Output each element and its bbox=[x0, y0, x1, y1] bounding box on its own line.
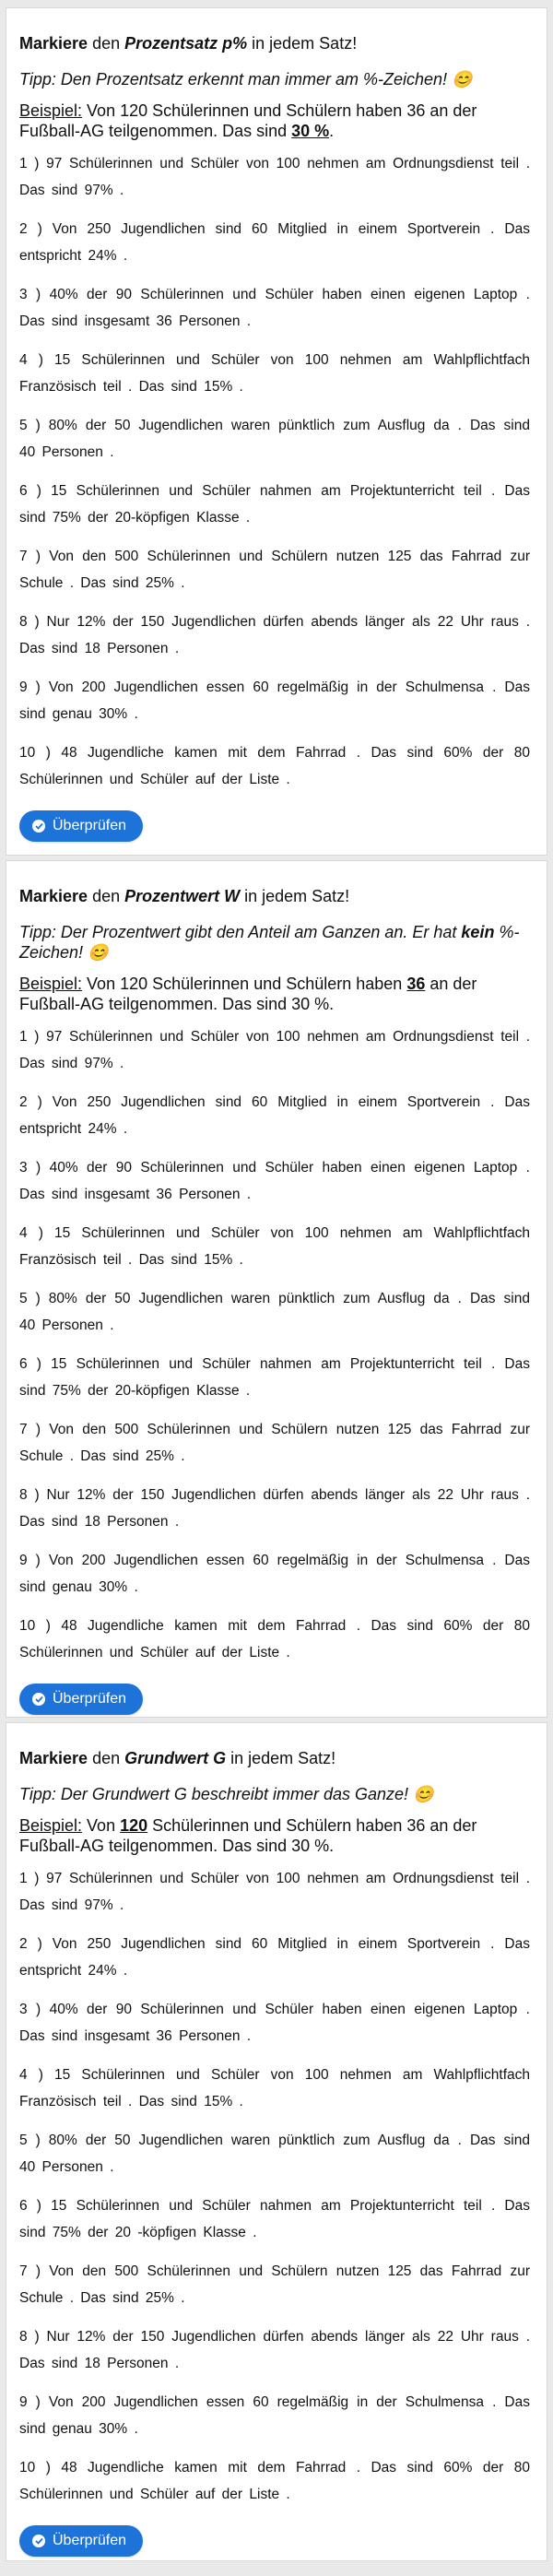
check-button[interactable] bbox=[19, 2525, 143, 2557]
sentence-item[interactable]: 7 ) Von den 500 Schülerinnen und Schülern nutzen 125 das Fahrrad zur Schule . Das sind 25% . bbox=[19, 1422, 530, 1464]
sentence-item[interactable]: 4 ) 15 Schülerinnen und Schüler von 100 nehmen am Wahlpflichtfach Französisch teil . Das sind 15% . bbox=[19, 2067, 530, 2109]
title-tail: in jedem Satz! bbox=[247, 34, 358, 53]
title-lead: Markiere bbox=[19, 34, 88, 53]
sentence-item[interactable]: 1 ) 97 Schülerinnen und Schüler von 100 nehmen am Ordnungsdienst teil . Das sind 97% . bbox=[19, 1871, 530, 1913]
title-term: Prozentsatz p% bbox=[124, 34, 248, 53]
sentence-item[interactable]: 6 ) 15 Schülerinnen und Schüler nahmen am Projektunterricht teil . Das sind 75% der 20 -köpfigen Klasse . bbox=[19, 2198, 530, 2240]
check-button-label: Überprüfen bbox=[53, 1691, 127, 1707]
sentence-item[interactable]: 9 ) Von 200 Jugendlichen essen 60 regelmäßig in der Schulmensa . Das sind genau 30% . bbox=[19, 679, 530, 722]
example-pre: Von 120 Schülerinnen und Schülern haben 36 an der Fußball-AG teilgenommen. Das sind bbox=[19, 101, 477, 140]
sentence-item[interactable]: 5 ) 80% der 50 Jugendlichen waren pünktlich zum Ausflug da . Das sind 40 Personen . bbox=[19, 2133, 530, 2175]
sentence-item[interactable]: 10 ) 48 Jugendliche kamen mit dem Fahrrad . Das sind 60% der 80 Schülerinnen und Schüler auf der Liste . bbox=[19, 745, 530, 787]
check-button-label: Überprüfen bbox=[53, 818, 127, 833]
exercise-title bbox=[19, 885, 530, 907]
sentence-item[interactable]: 4 ) 15 Schülerinnen und Schüler von 100 nehmen am Wahlpflichtfach Französisch teil . Das sind 15% . bbox=[19, 1225, 530, 1268]
sentence-item[interactable]: 6 ) 15 Schülerinnen und Schüler nahmen am Projektunterricht teil . Das sind 75% der 20-köpfigen Klasse . bbox=[19, 1356, 530, 1399]
title-lead: Markiere bbox=[19, 887, 88, 905]
sentence-item[interactable]: 8 ) Nur 12% der 150 Jugendlichen dürfen abends länger als 22 Uhr raus . Das sind 18 Personen . bbox=[19, 1487, 530, 1530]
sentence-item[interactable]: 10 ) 48 Jugendliche kamen mit dem Fahrrad . Das sind 60% der 80 Schülerinnen und Schüler auf der Liste . bbox=[19, 1618, 530, 1660]
sentence-item[interactable]: 1 ) 97 Schülerinnen und Schüler von 100 nehmen am Ordnungsdienst teil . Das sind 97% . bbox=[19, 156, 530, 198]
example-post: Schülerinnen und Schülern haben 36 an der Fußball-AG teilgenommen. Das sind 30 %. bbox=[19, 1816, 477, 1855]
sentence-list bbox=[19, 1865, 530, 2508]
example-label: Beispiel: bbox=[19, 101, 83, 120]
sentence-item[interactable]: 8 ) Nur 12% der 150 Jugendlichen dürfen abends länger als 22 Uhr raus . Das sind 18 Personen . bbox=[19, 2329, 530, 2371]
title-lead: Markiere bbox=[19, 1749, 88, 1767]
check-button[interactable] bbox=[19, 1684, 143, 1715]
tip-text: Tipp: Der Grundwert G beschreibt immer das Ganze! 😊 bbox=[19, 1785, 434, 1803]
example-label: Beispiel: bbox=[19, 1816, 83, 1835]
tip-text: Tipp: Den Prozentsatz erkennt man immer am %-Zeichen! 😊 bbox=[19, 70, 473, 89]
example-pre: Von bbox=[82, 1816, 121, 1835]
exercise-panel-prozentwert bbox=[6, 860, 547, 1718]
example-highlight: 120 bbox=[120, 1816, 148, 1835]
example-highlight: 30 % bbox=[291, 122, 330, 140]
exercise-panel-grundwert bbox=[6, 1722, 547, 2561]
sentence-item[interactable]: 3 ) 40% der 90 Schülerinnen und Schüler haben einen eigenen Laptop . Das sind insgesamt 36 Personen . bbox=[19, 2002, 530, 2044]
sentence-item[interactable]: 2 ) Von 250 Jugendlichen sind 60 Mitglied in einem Sportverein . Das entspricht 24% . bbox=[19, 1936, 530, 1979]
example-text bbox=[19, 100, 530, 141]
sentence-item[interactable]: 2 ) Von 250 Jugendlichen sind 60 Mitglied in einem Sportverein . Das entspricht 24% . bbox=[19, 1094, 530, 1137]
sentence-item[interactable]: 8 ) Nur 12% der 150 Jugendlichen dürfen abends länger als 22 Uhr raus . Das sind 18 Personen . bbox=[19, 614, 530, 656]
title-term: Grundwert G bbox=[124, 1749, 227, 1767]
sentence-item[interactable]: 4 ) 15 Schülerinnen und Schüler von 100 nehmen am Wahlpflichtfach Französisch teil . Das sind 15% . bbox=[19, 352, 530, 395]
exercise-title bbox=[19, 1747, 530, 1769]
sentence-list bbox=[19, 150, 530, 793]
example-highlight: 36 bbox=[406, 975, 426, 993]
check-button[interactable] bbox=[19, 810, 143, 842]
sentence-item[interactable]: 10 ) 48 Jugendliche kamen mit dem Fahrrad . Das sind 60% der 80 Schülerinnen und Schüler auf der Liste . bbox=[19, 2460, 530, 2502]
tip-post: %-Zeichen! 😊 bbox=[19, 923, 520, 962]
sentence-item[interactable]: 9 ) Von 200 Jugendlichen essen 60 regelmäßig in der Schulmensa . Das sind genau 30% . bbox=[19, 1553, 530, 1595]
sentence-item[interactable]: 5 ) 80% der 50 Jugendlichen waren pünktlich zum Ausflug da . Das sind 40 Personen . bbox=[19, 1291, 530, 1333]
example-post: an der Fußball-AG teilgenommen. Das sind 30 %. bbox=[19, 975, 477, 1013]
tip-text bbox=[19, 922, 530, 963]
example-post: . bbox=[329, 122, 335, 140]
sentence-item[interactable]: 3 ) 40% der 90 Schülerinnen und Schüler haben einen eigenen Laptop . Das sind insgesamt 36 Personen . bbox=[19, 287, 530, 329]
sentence-item[interactable]: 1 ) 97 Schülerinnen und Schüler von 100 nehmen am Ordnungsdienst teil . Das sind 97% . bbox=[19, 1029, 530, 1071]
exercise-title bbox=[19, 32, 530, 54]
check-button-label: Überprüfen bbox=[53, 2533, 127, 2548]
example-text bbox=[19, 974, 530, 1014]
tip-pre: Tipp: Der Prozentwert gibt den Anteil am Ganzen an. Er hat bbox=[19, 923, 462, 941]
title-term: Prozentwert W bbox=[124, 887, 241, 905]
sentence-item[interactable]: 7 ) Von den 500 Schülerinnen und Schülern nutzen 125 das Fahrrad zur Schule . Das sind 25% . bbox=[19, 549, 530, 591]
check-circle-icon bbox=[32, 2535, 45, 2547]
sentence-item[interactable]: 9 ) Von 200 Jugendlichen essen 60 regelmäßig in der Schulmensa . Das sind genau 30% . bbox=[19, 2394, 530, 2437]
title-tail: in jedem Satz! bbox=[226, 1749, 336, 1767]
sentence-item[interactable]: 7 ) Von den 500 Schülerinnen und Schülern nutzen 125 das Fahrrad zur Schule . Das sind 25% . bbox=[19, 2263, 530, 2306]
check-circle-icon bbox=[32, 1693, 45, 1706]
sentence-item[interactable]: 2 ) Von 250 Jugendlichen sind 60 Mitglied in einem Sportverein . Das entspricht 24% . bbox=[19, 221, 530, 264]
sentence-item[interactable]: 3 ) 40% der 90 Schülerinnen und Schüler haben einen eigenen Laptop . Das sind insgesamt 36 Personen . bbox=[19, 1160, 530, 1202]
title-mid: den bbox=[88, 887, 125, 905]
tip-bold: kein bbox=[461, 923, 495, 941]
exercise-panel-prozentsatz bbox=[6, 7, 547, 856]
example-label: Beispiel: bbox=[19, 975, 83, 993]
example-text bbox=[19, 1815, 530, 1856]
title-tail: in jedem Satz! bbox=[240, 887, 350, 905]
title-mid: den bbox=[88, 1749, 125, 1767]
example-pre: Von 120 Schülerinnen und Schülern haben bbox=[82, 975, 407, 993]
sentence-item[interactable]: 5 ) 80% der 50 Jugendlichen waren pünktlich zum Ausflug da . Das sind 40 Personen . bbox=[19, 418, 530, 460]
title-mid: den bbox=[88, 34, 125, 53]
sentence-list bbox=[19, 1023, 530, 1666]
check-circle-icon bbox=[32, 820, 45, 833]
sentence-item[interactable]: 6 ) 15 Schülerinnen und Schüler nahmen am Projektunterricht teil . Das sind 75% der 20-köpfigen Klasse . bbox=[19, 483, 530, 526]
